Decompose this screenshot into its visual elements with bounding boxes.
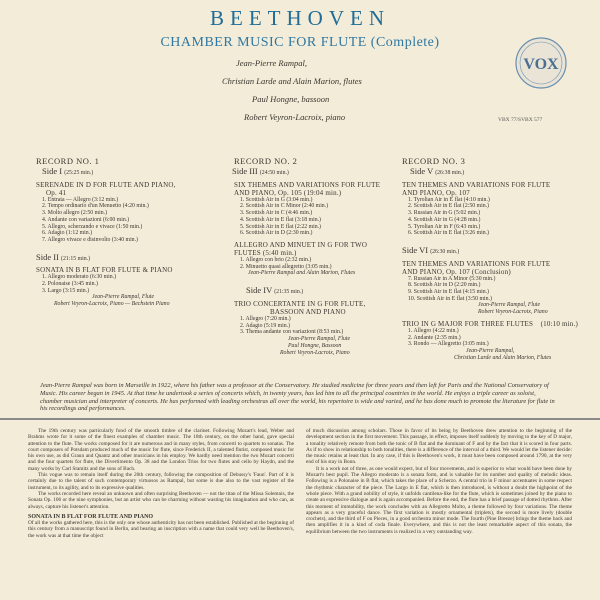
track-item: 2. Scottish Air in E flat (2:50 min.) (408, 203, 489, 210)
side-heading: Side II (21:15 min.) (36, 251, 91, 262)
track-item: 1. Allegro con brio (2:32 min.) (240, 256, 312, 263)
track-item: 1. Scottish Air in G (3:04 min.) (240, 196, 313, 203)
track-item: 6. Adagio (1:12 min.) (42, 230, 93, 237)
record-label: RECORD NO. 3 (402, 156, 466, 166)
track-item: 2. Andante (2:35 min.) (408, 334, 461, 341)
liner-notes-left (28, 428, 294, 539)
track-item: 7. Russian Air in A Minor (5:30 min.) (408, 275, 496, 282)
credit-line: Robert Veyron-Lacroix, Piano (280, 349, 350, 356)
side-heading: Side V (26:38 min.) (410, 166, 465, 176)
track-item: 2. Minuetto quasi allegretto (3:05 min.) (240, 263, 332, 270)
essay-heading: SONATA IN B FLAT FOR FLUTE AND PIANO (28, 513, 154, 520)
side-heading: Side IV (21:35 min.) (246, 285, 304, 296)
track-list (36, 274, 226, 294)
track-item: 4. Andante con variazioni (6:00 min.) (42, 216, 130, 223)
side-heading: Side VI (26:30 min.) (402, 244, 460, 255)
track-item: 3. Rondo — Allegretto (3:05 min.) (408, 341, 489, 348)
track-item: 5. Scottish Air in E flat (2:22 min.) (240, 223, 321, 230)
track-list (36, 197, 226, 244)
credit-line: Jean-Pierre Rampal, Flute (288, 335, 351, 342)
track-item: 2. Tempo ordinario d'un Menuetto (4:20 min.) (42, 203, 149, 210)
essay-paragraph: The 19th century was particularly fond of the smooth timbre of the clarinet. Following Mozart's lead, Weber and Brahms wrote for it some of the finest examples of chamber music. The 18th century, on the other hand, gave special attention to the flute. The works composed for it are numerous and in many styles, from concerti to quartets to sonatas. The court composers of Potsdam produced much of the music for flute, since Frederick II, a talented flutist, composed music for his own use, as did Graun and Quantz and other musicians in his employ. We hardly need mention the two Mozart concerti and the four quartets for flute, the Divertimento Op. 38 and the London Trios for two flutes and cello by Haydn, and the many works by Carl Stamitz and the sons of Bach. (28, 428, 294, 472)
performer-line: Jean-Pierre Rampal, (236, 58, 307, 68)
composer-title: BEETHOVEN (210, 6, 390, 30)
track-item: 6. Scottish Air in D (2:30 min.) (240, 230, 313, 237)
track-item: 1. Allegro (7:20 min.) (240, 315, 291, 322)
track-item: 3. Molto allegro (2:50 min.) (42, 210, 108, 217)
credit-line: Jean-Pierre Rampal, (466, 348, 515, 355)
track-item: 10. Scottish Air in E flat (3:50 min.) (408, 295, 492, 302)
vox-logo-icon (514, 36, 568, 90)
track-item: 2. Adagio (5:19 min.) (240, 322, 291, 329)
track-item: 9. Scottish Air in E flat (4:15 min.) (408, 289, 489, 296)
record-column (36, 156, 226, 308)
track-list (402, 276, 578, 303)
record-column (234, 156, 404, 356)
track-item: 2. Polonaise (3:45 min.) (42, 281, 98, 288)
track-item: 6. Scottish Air in E flat (3:26 min.) (408, 230, 489, 237)
essay-paragraph: This vogue was to remain itself during the 20th century, following the composition of Debussy's 'Faun'. Part of it is certainly due to the talent of such contemporary virtuosos as Rampal, but some is due also to the vast register of the instrument, to its agility, and to its expressive qualities. (28, 472, 294, 491)
work-title: TEN THEMES AND VARIATIONS FOR FLUTE AND PIANO, Op. 107 (402, 180, 551, 197)
record-label: RECORD NO. 1 (36, 156, 100, 166)
track-item: 1. Allegro moderato (6:30 min.) (42, 274, 117, 281)
work-title: SONATA IN B FLAT FOR FLUTE & PIANO (36, 266, 173, 275)
performer-line: Paul Hongne, bassoon (252, 94, 330, 104)
work-title: TRIO CONCERTANTE IN G FOR FLUTE, BASSOON AND PIANO (234, 299, 366, 316)
credit-line: Christian Larde and Alain Marion, Flutes (454, 354, 552, 361)
svg-text:VOX: VOX (523, 56, 559, 73)
liner-notes-right (306, 428, 572, 535)
work-title: TEN THEMES AND VARIATIONS FOR FLUTE AND PIANO, Op. 107 (Conclusion) (402, 259, 551, 276)
credit-line: Jean-Pierre Rampal, Flute (92, 294, 155, 301)
track-item: 2. Scottish Air in C Minor (2:40 min.) (240, 203, 329, 210)
work-title: ALLEGRO AND MINUET IN G FOR TWO FLUTES (5:40 min.) (234, 240, 368, 257)
track-item: 1. Entrata — Allegro (3:12 min.) (42, 196, 119, 203)
track-item: 4. Scottish Air in E flat (3:18 min.) (240, 216, 321, 223)
track-list (234, 257, 404, 270)
side-heading: Side I (25:25 min.) (42, 166, 94, 176)
credit-line: Jean-Pierre Rampal, Flute (478, 302, 541, 309)
track-item: 7. Allegro vivace e disinvolto (3:40 min.) (42, 236, 138, 243)
catalog-number: VBX 77/SVBX 577 (498, 117, 543, 123)
essay-paragraph: Of all the works gathered here, this is the only one whose authenticity has not been established. Published at the beginning of this century from a manuscript found in Berlin, and bearing an inscription with a name that could very well be Beethoven's, the work was at that time the object (28, 520, 294, 539)
record-column (402, 156, 578, 362)
performer-line: Christian Larde and Alain Marion, flutes (222, 76, 362, 86)
essay-paragraph: It is a work not of three, as one would expect, but of four movements, and is superior to what would have been done by Mozart's best pupil. The Allegro moderato is a sonata form, and is valuable for its number and quality of melodic ideas. Following is a Polonaise in B flat, which takes the place of a Scherzo. A central trio in F minor accentuates in some respect the rhythmic character of the piece. The Largo in E flat, which is then introduced, is without a doubt the highpoint of the whole piece. With a grand nobility of style, it unfolds cantilena-like for the flute, which is sometimes joined by the piano to create an expressive dialogue and is again accompanied. Before the end, the flute has a brief passage of dotted rhythms. After this moment of immobility, the work concludes with an Allegretto Molto, a theme followed by four variations. The theme appears as a very graceful dance. The first variation is mostly ornamental (triplets), the second is more lively (double crochets), and the third of F on Pieces, in a good orchestra minor mode. The fourth (Pine Breeze) brings the theme back and then amplifies it in a kind of coda finale. Everywhere, and this is not the least remarkable aspect of this sonata, the equilibrium between the two instruments is realized in a very outstanding way. (306, 465, 572, 535)
credit-line: Jean-Pierre Rampal and Alain Marion, Flutes (248, 270, 356, 277)
track-item: 1. Tyrolian Air in E flat (4:10 min.) (408, 196, 490, 203)
track-list (402, 197, 578, 237)
work-title: TRIO IN G MAJOR FOR THREE FLUTES (10:10 min.) (402, 320, 578, 329)
track-item: 3. Largo (3:15 min.) (42, 287, 90, 294)
track-item: 4. Scottish Air in G (4:28 min.) (408, 216, 481, 223)
track-list (234, 197, 404, 237)
track-item: 1. Allegro (4:22 min.) (408, 328, 459, 335)
track-item: 3. Thema andante con variazioni (8:53 min.) (240, 329, 344, 336)
record-label: RECORD NO. 2 (234, 156, 298, 166)
track-item: 8. Scottish Air in D (2:20 min.) (408, 282, 481, 289)
performer-line: Robert Veyron-Lacroix, piano (244, 112, 346, 122)
side-heading: Side III (24:50 min.) (232, 166, 289, 176)
performer-biography: Jean-Pierre Rampal was born in Marseille in 1922, where his father was a professor at the Conservatory. He studied medicine for three years and then left for Paris and the National Conservatory of Music. His career began in 1945. At that time he undertook a series of concerts which, in twenty years, has led him to all the principal countries in the world. He enjoys a triple career as soloist, chamber musician and interpreter of concerts. He has performed with leading orchestras all over the world, his repertoire is wide and varied, and he has done much to promote the literature for flute in his recordings and performances. (40, 382, 555, 413)
divider (0, 418, 600, 420)
credit-line: Paul Hongne, Bassoon (288, 342, 342, 349)
track-list (234, 316, 404, 336)
work-title: SIX THEMES AND VARIATIONS FOR FLUTE AND PIANO, Op. 105 (19:04 min.) (234, 180, 381, 197)
work-title: SERENADE IN D FOR FLUTE AND PIANO, Op. 41 (36, 180, 176, 197)
track-item: 5. Tyrolian Air in F (6:43 min.) (408, 223, 481, 230)
track-item: 3. Russian Air in G (5:02 min.) (408, 210, 481, 217)
track-item: 5. Allegro, scherzando e vivace (1:50 min.) (42, 223, 143, 230)
essay-paragraph: The works recorded here reveal an unknown and often surprising Beethoven — not the titan of the Missa Solemnis, the Sonata Op. 106 or the nine symphonies, but an artist who can be charming without wasting his imagination and who can, as always, capture his listener's attention. (28, 490, 294, 510)
essay-paragraph: of much discussion among scholars. Those in favor of its being by Beethoven drew attention to the beginning of the development section in the first movement. This passage, in effect, imposes itself suddenly by moving to the key of D major, a tonality relatively remote from both the tonic of B flat and the dominant of F and by the fact that it is scored in four parts. As if to show in relationship to both tonalities, there is a difference of the interval of a third. We would let the listener decide: the music retains at least that. In any case, if this is Beethoven's work, it must have been composed around 1790, at the very end of his stay in Bonn. (306, 428, 572, 466)
track-list (402, 328, 578, 348)
album-subtitle: CHAMBER MUSIC FOR FLUTE (Complete) (160, 35, 440, 50)
track-item: 3. Scottish Air in C (4:46 min.) (240, 210, 313, 217)
credit-line: Robert Veyron-Lacroix, Piano (478, 309, 548, 316)
credit-line: Robert Veyron-Lacroix, Piano — Bechstein Piano (54, 301, 170, 308)
